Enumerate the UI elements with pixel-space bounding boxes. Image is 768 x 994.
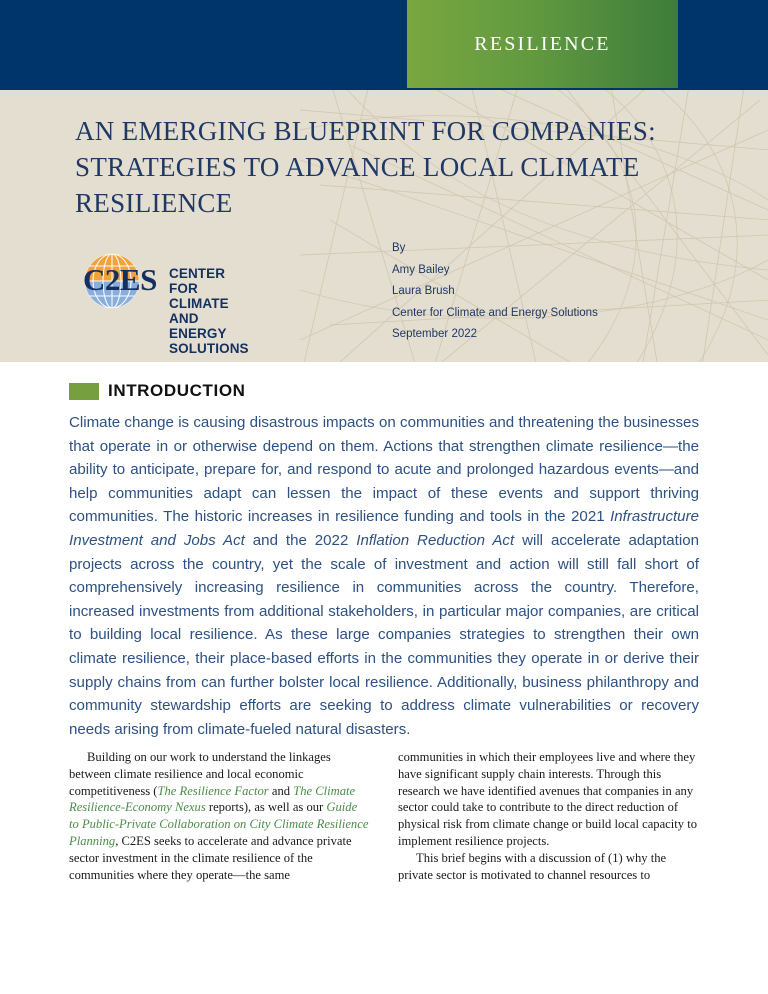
- category-banner-block: [407, 0, 678, 88]
- report-link-guide-public-private-collaboration[interactable]: Guide to Public-Private Collaboration on City Climate Resilience Planning: [69, 800, 369, 848]
- body-column-right: [398, 749, 699, 883]
- top-banner: [0, 0, 768, 90]
- logo-wordmark: [169, 266, 249, 356]
- page-title: AN EMERGING BLUEPRINT FOR COMPANIES: STRATEGIES TO ADVANCE LOCAL CLIMATE RESILIENCE: [75, 116, 656, 218]
- byline-by-label: By: [392, 242, 406, 254]
- byline-author-1: Amy Bailey: [392, 263, 450, 276]
- lead-italic-act-1: Infrastructure Investment and Jobs Act: [69, 508, 699, 549]
- lead-text-part-2: and the 2022: [244, 531, 357, 549]
- byline-date: September 2022: [392, 328, 478, 340]
- right-column-paragraph-1: communities in which their employees live and where they have significant supply chain interests. Through this research we have identified avenues that companies in any sector could take to contribute to the direct reduction of physical risk from climate change or build local capacity to implement resilience projects.: [398, 750, 697, 848]
- left-text-part-4: , C2ES seeks to accelerate and advance private sector investment in the climate resilience of the communities where they operate—the same: [69, 833, 352, 882]
- report-link-climate-resilience-economy-nexus[interactable]: The Climate Resilience-Economy Nexus: [69, 783, 356, 815]
- lead-paragraph: [69, 411, 699, 741]
- left-text-part-3: reports), as well as our: [205, 800, 327, 815]
- logo-acronym: C2ES: [83, 262, 157, 297]
- logo-wordmark-line2: AND ENERGY SOLUTIONS: [169, 311, 249, 356]
- lead-text-part-3: will accelerate adaptation projects across the country, yet the scale of investment and action will still fall short of comprehensively increasing resilience in communities across the country. Therefore, increased investments from additional stakeholders, in particular major companies, are critical to building local resilience. As these large companies strategies to strengthen their own climate resilience, their place-based efforts in the communities they operate in or derive their supply chains from can further bolster local resilience. Additionally, business philanthropy and community stewardship efforts are seeking to address climate vulnerabilities or recovery needs arising from climate-fueled natural disasters.: [69, 531, 699, 738]
- introduction-heading: [69, 381, 246, 401]
- lead-text-part-1: Climate change is causing disastrous impacts on communities and threatening the businesses that operate in or otherwise depend on them. Actions that strengthen climate resilience—the ability to anticipate, prepare for, and respond to acute and prolonged hazardous events—and help communities adapt can lessen the impact of these events and support thriving communities. The historic increases in resilience funding and tools in the 2021: [69, 414, 699, 526]
- byline-organization: Center for Climate and Energy Solutions: [392, 306, 598, 319]
- two-column-body: [69, 749, 699, 883]
- c2es-logo: [83, 252, 249, 356]
- category-label: RESILIENCE: [474, 32, 611, 55]
- introduction-heading-label: INTRODUCTION: [108, 381, 246, 400]
- body-column-left: [69, 749, 370, 883]
- byline: [392, 242, 598, 350]
- logo-wordmark-line1: CENTER FOR CLIMATE: [169, 266, 229, 311]
- right-column-paragraph-2: This brief begins with a discussion of (1) why the private sector is motivated to channel resources to: [398, 850, 667, 882]
- left-column-paragraph: [69, 749, 370, 883]
- green-square-bullet-icon: [69, 383, 99, 400]
- lead-italic-act-2: Inflation Reduction Act: [356, 531, 515, 549]
- byline-author-2: Laura Brush: [392, 285, 455, 297]
- cover-title-band: [0, 90, 768, 362]
- report-link-resilience-factor[interactable]: The Resilience Factor: [157, 783, 269, 798]
- left-text-part-1: Building on our work to understand the linkages between climate resilience and local economic competitiveness (: [69, 750, 331, 798]
- left-text-part-2: and: [268, 783, 294, 798]
